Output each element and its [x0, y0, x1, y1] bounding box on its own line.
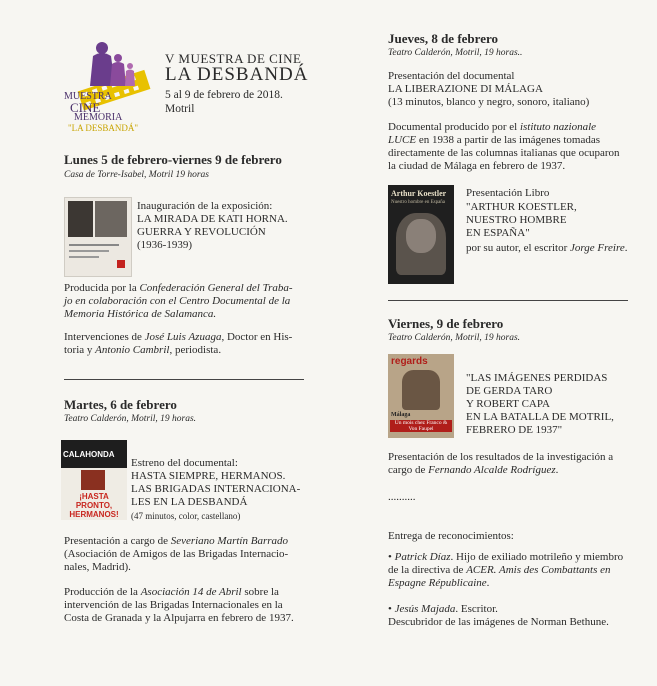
- jueves-book-line-1: "ARTHUR KOESTLER,: [466, 201, 577, 213]
- viernes-venue: Teatro Calderón, Motril, 19 horas.: [388, 333, 521, 343]
- viernes-heading: Viernes, 9 de febrero: [388, 316, 504, 331]
- festival-dates: 5 al 9 de febrero de 2018.: [165, 89, 283, 101]
- poster-top-text: CALAHONDA: [63, 450, 115, 459]
- viernes-dots: ..........: [388, 491, 416, 503]
- lunes-venue: Casa de Torre-Isabel, Motril 19 horas: [64, 170, 209, 180]
- jueves-book-line-2: NUESTRO HOMBRE: [466, 214, 567, 226]
- logo-line-memoria: MEMORIA: [74, 112, 123, 123]
- jueves-venue: Teatro Calderón, Motril, 19 horas..: [388, 48, 523, 58]
- viernes-paragraph-1: Presentación de los resultados de la investigación a cargo de Fernando Alcalde Rodríguez.: [388, 451, 614, 476]
- jueves-heading: Jueves, 8 de febrero: [388, 31, 498, 46]
- martes-title-1: HASTA SIEMPRE, HERMANOS.: [131, 470, 286, 482]
- jueves-intro: Presentación del documental: [388, 70, 515, 82]
- book-cover-subtitle: Nuestro hombre en España: [391, 200, 446, 205]
- lunes-title-2: GUERRA Y REVOLUCIÓN: [137, 226, 266, 238]
- martes-heading: Martes, 6 de febrero: [64, 397, 177, 412]
- martes-paragraph-2: Producción de la Asociación 14 de Abril sobre la intervención de las Brigadas Internacionales en la Costa de Granada y la Alpujarra en febrero de 1937.: [64, 586, 294, 624]
- logo-text: [64, 92, 160, 133]
- lunes-paragraph-2: Intervenciones de José Luis Azuaga, Doctor en His- toria y Antonio Cambril, periodista.: [64, 331, 293, 356]
- lunes-heading: Lunes 5 de febrero-viernes 9 de febrero: [64, 152, 282, 167]
- koestler-book-cover: [388, 185, 454, 284]
- martes-title-2: LAS BRIGADAS INTERNACIONA-: [131, 483, 301, 495]
- poster-main-text: ¡HASTA PRONTO, HERMANOS!: [69, 492, 119, 519]
- book-cover-title: Arthur Koestler: [391, 189, 447, 198]
- viernes-title-4: EN LA BATALLA DE MOTRIL,: [466, 411, 614, 423]
- martes-venue: Teatro Calderón, Motril, 19 horas.: [64, 414, 197, 424]
- jueves-book-intro: Presentación Libro: [466, 187, 550, 199]
- martes-title-3: LES EN LA DESBANDÁ: [131, 496, 248, 508]
- viernes-title-1: "LAS IMÁGENES PERDIDAS: [466, 372, 608, 384]
- lunes-title-1: LA MIRADA DE KATI HORNA.: [137, 213, 288, 225]
- lunes-title-3: (1936-1939): [137, 239, 192, 251]
- kati-horna-exhibition-image: [64, 197, 132, 277]
- logo-line-cine: CINE: [70, 100, 101, 115]
- divider-jueves: [388, 300, 628, 301]
- jueves-title: LA LIBERAZIONE DI MÁLAGA: [388, 83, 543, 95]
- martes-intro: Estreno del documental:: [131, 457, 238, 469]
- jueves-paragraph-1: Documental producido por el istituto nazionale LUCE en 1938 a partir de las imágenes tomadas directamente de las columnas italianas que ocuparon la ciudad de Málaga en febrero de 1937.: [388, 121, 620, 172]
- regards-magazine-cover: [388, 354, 454, 438]
- magazine-bottom: Un mois chez Franco & Von Faupel: [390, 420, 452, 432]
- logo-line-muestra: MUESTRA: [64, 91, 112, 102]
- award-1: • Patrick Díaz. Hijo de exiliado motrileño y miembro de la directiva de ACER. Amis des Combattants en Espagne Républicaine.: [388, 551, 624, 589]
- lunes-intro: Inauguración de la exposición:: [137, 200, 273, 212]
- lunes-paragraph-1: Producida por la Confederación General del Traba- jo en colaboración con el Centro Documental de la Memoria Histórica de Salamanca.: [64, 282, 293, 320]
- martes-specs: (47 minutos, color, castellano): [131, 511, 241, 521]
- festival-title-2: LA DESBANDÁ: [165, 64, 309, 85]
- festival-title-1: V MUESTRA DE CINE: [165, 51, 302, 66]
- magazine-mid: Málaga: [391, 412, 411, 418]
- viernes-title-5: FEBRERO DE 1937": [466, 424, 563, 436]
- viernes-title-3: Y ROBERT CAPA: [466, 398, 550, 410]
- award-2: • Jesús Majada. Escritor. Descubridor de las imágenes de Norman Bethune.: [388, 603, 609, 628]
- martes-paragraph-1: Presentación a cargo de Severiano Martín Barrado (Asociación de Amigos de las Brigadas Internacio- nales, Madrid).: [64, 535, 289, 573]
- awards-intro: Entrega de reconocimientos:: [388, 530, 514, 542]
- logo-line-desbanda: "LA DESBANDÁ": [68, 123, 139, 133]
- viernes-title-2: DE GERDA TARO: [466, 385, 553, 397]
- jueves-specs: (13 minutos, blanco y negro, sonoro, italiano): [388, 96, 590, 108]
- jueves-book-line-3: EN ESPAÑA": [466, 227, 530, 239]
- jueves-book-author: por su autor, el escritor Jorge Freire.: [466, 242, 628, 254]
- festival-city: Motril: [165, 103, 195, 115]
- magazine-title: regards: [391, 356, 428, 367]
- hasta-pronto-poster: [61, 440, 127, 520]
- divider-lunes: [64, 379, 304, 380]
